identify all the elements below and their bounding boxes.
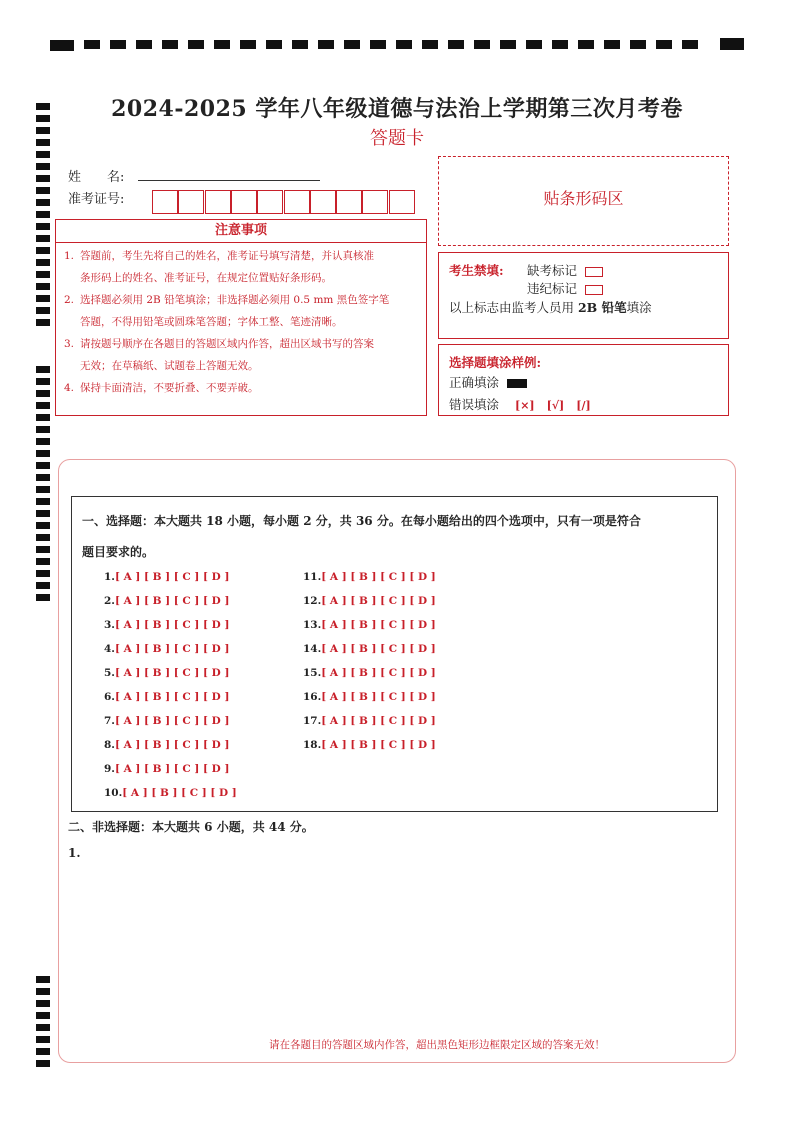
timing-mark [36,402,50,409]
choice-options[interactable]: [ A ] [ B ] [ C ] [ D ] [321,739,436,751]
timing-mark [36,498,50,505]
notice-item-cont: 无效；在草稿纸、试题卷上答题无效。 [80,360,259,372]
timing-mark [36,450,50,457]
id-digit-box[interactable] [257,190,283,214]
choice-question-row[interactable] [104,763,229,775]
choice-options[interactable]: [ A ] [ B ] [ C ] [ D ] [114,571,230,583]
correct-fill-label: 正确填涂 [449,375,500,390]
timing-mark [36,163,50,170]
timing-mark [36,474,50,481]
timing-mark [36,307,50,314]
wrong-fill-label: 错误填涂 [449,397,500,412]
choice-question-row[interactable] [104,619,229,631]
notice-item-cont: 条形码上的姓名、准考证号，在规定位置贴好条形码。 [80,272,332,284]
barcode-label: 贴条形码区 [543,189,624,208]
id-label: 准考证号: [68,192,125,207]
choice-question-number: 9. [104,763,115,775]
timing-mark [36,247,50,254]
timing-mark [36,594,50,601]
timing-mark [188,40,204,49]
timing-mark [656,40,672,49]
timing-mark [370,40,386,49]
timing-mark [682,40,698,49]
timing-mark [36,510,50,517]
notice-box [55,219,427,416]
choice-options[interactable]: [ A ] [ B ] [ C ] [ D ] [114,619,230,631]
timing-mark [36,319,50,326]
choice-question-row[interactable] [104,667,229,679]
timing-mark [448,40,464,49]
choice-question-row[interactable] [104,595,229,607]
timing-mark [36,151,50,158]
choice-question-row[interactable] [303,739,436,751]
timing-mark [526,40,542,49]
choice-section-box [71,496,718,812]
choice-question-number: 13. [303,619,322,631]
timing-mark [36,223,50,230]
choice-question-number: 11. [303,571,322,583]
timing-mark [36,295,50,302]
choice-question-number: 7. [104,715,115,727]
choice-question-row[interactable] [303,571,436,583]
timing-mark [36,426,50,433]
choice-question-row[interactable] [303,691,436,703]
timing-mark [36,522,50,529]
choice-question-number: 3. [104,619,115,631]
notice-item: 1. 答题前，考生先将自己的姓名，准考证号填写清楚，并认真核准 [64,250,374,262]
timing-mark [552,40,568,49]
choice-options[interactable]: [ A ] [ B ] [ C ] [ D ] [114,691,230,703]
timing-mark [110,40,126,49]
timing-mark [36,582,50,589]
timing-mark [36,1012,50,1019]
fill-example-title: 选择题填涂样例: [449,355,542,370]
choice-options[interactable]: [ A ] [ B ] [ C ] [ D ] [114,715,230,727]
violation-mark-label: 违纪标记 [527,281,578,296]
timing-mark [36,211,50,218]
timing-mark [240,40,256,49]
timing-mark [36,199,50,206]
timing-mark [36,462,50,469]
name-input-line[interactable] [138,180,320,181]
timing-mark [36,271,50,278]
choice-question-row[interactable] [104,787,237,799]
timing-mark [36,414,50,421]
timing-mark [162,40,178,49]
choice-question-number: 14. [303,643,322,655]
page-title: 2024-2025 学年八年级道德与法治上学期第三次月考卷 [111,96,683,122]
choice-question-row[interactable] [104,691,229,703]
timing-mark [50,40,74,51]
choice-question-row[interactable] [303,619,436,631]
choice-question-number: 12. [303,595,322,607]
nonchoice-section-header: 二、非选择题：本大题共 6 小题，共 44 分。 [68,820,314,834]
timing-mark [36,1000,50,1007]
timing-mark [136,40,152,49]
choice-question-row[interactable] [303,595,436,607]
choice-options[interactable]: [ A ] [ B ] [ C ] [ D ] [122,787,237,799]
choice-options[interactable]: [ A ] [ B ] [ C ] [ D ] [321,595,436,607]
timing-mark [36,187,50,194]
id-digit-box[interactable] [205,190,231,214]
timing-mark [36,558,50,565]
barcode-area [438,156,729,246]
choice-question-row[interactable] [104,715,229,727]
timing-mark [36,283,50,290]
timing-mark [36,235,50,242]
fill-example-box [438,344,729,416]
timing-mark [604,40,620,49]
wrong-sample: [/] [576,399,591,412]
choice-section-header: 一、选择题：本大题共 18 小题，每小题 2 分，共 36 分。在每小题给出的四个选项中，只有一项是符合 [82,514,641,528]
absent-mark-row [527,261,603,279]
violation-mark-row [527,279,603,297]
timing-mark [36,175,50,182]
choice-options[interactable]: [ A ] [ B ] [ C ] [ D ] [114,739,230,751]
choice-question-number: 16. [303,691,322,703]
timing-mark [720,38,744,50]
timing-mark [578,40,594,49]
choice-question-number: 5. [104,667,115,679]
timing-mark [214,40,230,49]
id-digit-box[interactable] [284,190,310,214]
choice-options[interactable]: [ A ] [ B ] [ C ] [ D ] [321,715,436,727]
timing-mark [36,366,50,373]
choice-question-number: 10. [104,787,123,799]
timing-mark [36,1024,50,1031]
notice-item: 4. 保持卡面清洁，不要折叠、不要弄破。 [64,382,259,394]
choice-question-number: 6. [104,691,115,703]
timing-mark [318,40,334,49]
timing-mark [500,40,516,49]
timing-mark [36,570,50,577]
choice-options[interactable]: [ A ] [ B ] [ C ] [ D ] [321,691,436,703]
notice-item: 2. 选择题必须用 2B 铅笔填涂；非选择题必须用 0.5 mm 黑色签字笔 [64,294,390,306]
timing-mark [36,534,50,541]
choice-question-number: 15. [303,667,322,679]
timing-mark [474,40,490,49]
timing-mark [36,546,50,553]
timing-mark [266,40,282,49]
id-digit-box[interactable] [389,190,415,214]
choice-question-number: 17. [303,715,322,727]
choice-question-number: 18. [303,739,322,751]
choice-options[interactable]: [ A ] [ B ] [ C ] [ D ] [114,643,230,655]
timing-mark [36,378,50,385]
choice-question-number: 8. [104,739,115,751]
timing-mark [36,988,50,995]
prohibited-note: 以上标志由监考人员用 2B 铅笔填涂 [449,300,652,315]
id-digit-box[interactable] [152,190,178,214]
id-digit-box[interactable] [336,190,362,214]
id-digit-box[interactable] [231,190,257,214]
timing-mark [36,259,50,266]
timing-mark [84,40,100,49]
choice-question-row[interactable] [104,643,229,655]
choice-section-header-cont: 题目要求的。 [82,545,155,559]
choice-options[interactable]: [ A ] [ B ] [ C ] [ D ] [114,763,230,775]
timing-mark [36,486,50,493]
question-1-label: 1. [68,846,81,860]
choice-options[interactable]: [ A ] [ B ] [ C ] [ D ] [114,595,230,607]
timing-mark [396,40,412,49]
absent-mark-box[interactable] [585,267,603,277]
choice-options[interactable]: [ A ] [ B ] [ C ] [ D ] [321,667,436,679]
timing-mark [422,40,438,49]
notice-item: 3. 请按题号顺序在各题目的答题区域内作答，超出区域书写的答案 [64,338,374,350]
wrong-fill-row [449,395,591,413]
timing-mark [630,40,646,49]
choice-options[interactable]: [ A ] [ B ] [ C ] [ D ] [114,667,230,679]
prohibited-box [438,252,729,339]
absent-mark-label: 缺考标记 [527,263,578,278]
filled-sample [507,379,527,388]
timing-mark [36,438,50,445]
wrong-sample: [√] [546,399,565,412]
choice-options[interactable]: [ A ] [ B ] [ C ] [ D ] [321,643,436,655]
timing-mark [36,976,50,983]
question-1-answer-area[interactable] [70,862,720,1032]
prohibited-title: 考生禁填: [449,263,504,278]
notice-item-cont: 答题，不得用铅笔或圆珠笔答题；字体工整、笔迹清晰。 [80,316,343,328]
correct-fill-row [449,373,527,391]
choice-question-row[interactable] [303,667,436,679]
choice-question-number: 1. [104,571,115,583]
answer-sheet-subtitle: 答题卡 [370,128,424,149]
timing-mark [36,1060,50,1067]
choice-options[interactable]: [ A ] [ B ] [ C ] [ D ] [321,619,436,631]
timing-mark [36,390,50,397]
choice-question-row[interactable] [104,739,229,751]
timing-mark [292,40,308,49]
id-digit-box[interactable] [178,190,204,214]
timing-mark [344,40,360,49]
choice-question-number: 4. [104,643,115,655]
violation-mark-box[interactable] [585,285,603,295]
choice-question-row[interactable] [303,643,436,655]
footer-warning: 请在各题目的答题区域内作答，超出黑色矩形边框限定区域的答案无效！ [269,1039,605,1051]
name-label: 姓 名: [68,170,125,185]
choice-options[interactable]: [ A ] [ B ] [ C ] [ D ] [321,571,436,583]
choice-question-row[interactable] [104,571,229,583]
wrong-sample: [×] [515,399,535,412]
id-digit-box[interactable] [310,190,336,214]
notice-title: 注意事项 [56,220,426,243]
choice-question-row[interactable] [303,715,436,727]
choice-question-number: 2. [104,595,115,607]
id-digit-box[interactable] [362,190,388,214]
